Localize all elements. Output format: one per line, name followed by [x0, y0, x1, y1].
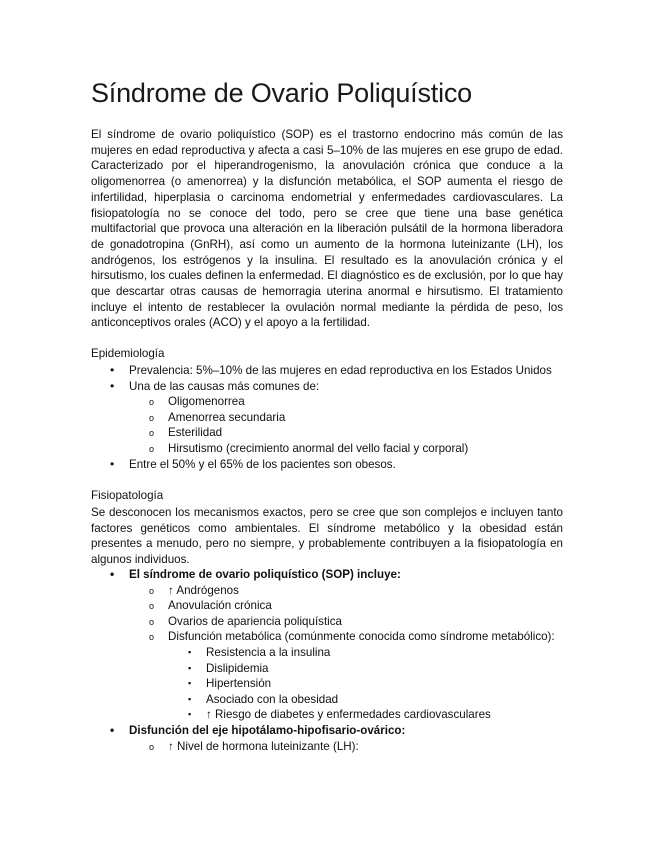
list-item: ▪ ↑ Riesgo de diabetes y enfermedades cardiovasculares: [0, 707, 655, 723]
list-item: • Entre el 50% y el 65% de los pacientes son obesos.: [0, 457, 655, 473]
intro-paragraph: El síndrome de ovario poliquístico (SOP) es el trastorno endocrino más común de las mujeres en edad reproductiva y afecta a casi 5–10% de las mujeres en ese grupo de edad. Caracterizado por el hiperandrogenismo, la anovulación crónica que conduce a la oligomenorrea (o amenorrea) y la disfunción metabólica, el SOP aumenta el riesgo de infertilidad, hiperplasia o carcinoma endometrial y enfermedades cardiovasculares. La fisiopatología no se conoce del todo, pero se cree que tiene una base genética multifactorial que provoca una alteración en la liberación pulsátil de la hormona liberadora de gonadotropina (GnRH), así como un aumento de la hormona luteinizante (LH), los andrógenos, los estrógenos y la insulina. El resultado es la anovulación crónica y el hirsutismo, los cuales definen la enfermedad. El diagnóstico es de exclusión, por lo que hay que descartar otras causas de hemorragia uterina anormal e hirsutismo. El tratamiento incluye el intento de restablecer la ovulación normal mediante la pérdida de peso, los anticonceptivos orales (ACO) y el apoyo a la fertilidad.: [91, 128, 563, 330]
list-item: o Amenorrea secundaria: [0, 410, 655, 426]
list-item: ▪ Dislipidemia: [0, 661, 655, 677]
list-item: o ↑ Nivel de hormona luteinizante (LH):: [0, 739, 655, 755]
section-heading-fisiopatologia: Fisiopatología: [91, 489, 164, 502]
list-item: o Oligomenorrea: [0, 394, 655, 410]
list-item: • Prevalencia: 5%–10% de las mujeres en edad reproductiva en los Estados Unidos: [0, 363, 655, 379]
fisiopatologia-list: [0, 567, 655, 754]
list-item: o Hirsutismo (crecimiento anormal del vello facial y corporal): [0, 441, 655, 457]
list-item: ▪ Resistencia a la insulina: [0, 645, 655, 661]
list-item: o Anovulación crónica: [0, 598, 655, 614]
list-item: o Ovarios de apariencia poliquística: [0, 614, 655, 630]
section-heading-epidemiologia: Epidemiología: [91, 347, 165, 360]
list-item: ▪ Asociado con la obesidad: [0, 692, 655, 708]
epidemiologia-list: [0, 363, 655, 472]
fisiopatologia-paragraph: Se desconocen los mecanismos exactos, pero se cree que son complejos e incluyen tanto factores genéticos como ambientales. El síndrome metabólico y la obesidad están presentes a menudo, pero no siempre, y probablemente contribuyen a la fisiopatología en algunos individuos.: [91, 506, 563, 567]
list-item: o Disfunción metabólica (comúnmente conocida como síndrome metabólico):: [0, 629, 655, 645]
list-item: ▪ Hipertensión: [0, 676, 655, 692]
list-item: • Disfunción del eje hipotálamo-hipofisario-ovárico:: [0, 723, 655, 739]
list-item: • Una de las causas más comunes de:: [0, 379, 655, 395]
list-item: • El síndrome de ovario poliquístico (SOP) incluye:: [0, 567, 655, 583]
page-title: Síndrome de Ovario Poliquístico: [91, 78, 472, 108]
list-item: o ↑ Andrógenos: [0, 583, 655, 599]
list-item: o Esterilidad: [0, 425, 655, 441]
